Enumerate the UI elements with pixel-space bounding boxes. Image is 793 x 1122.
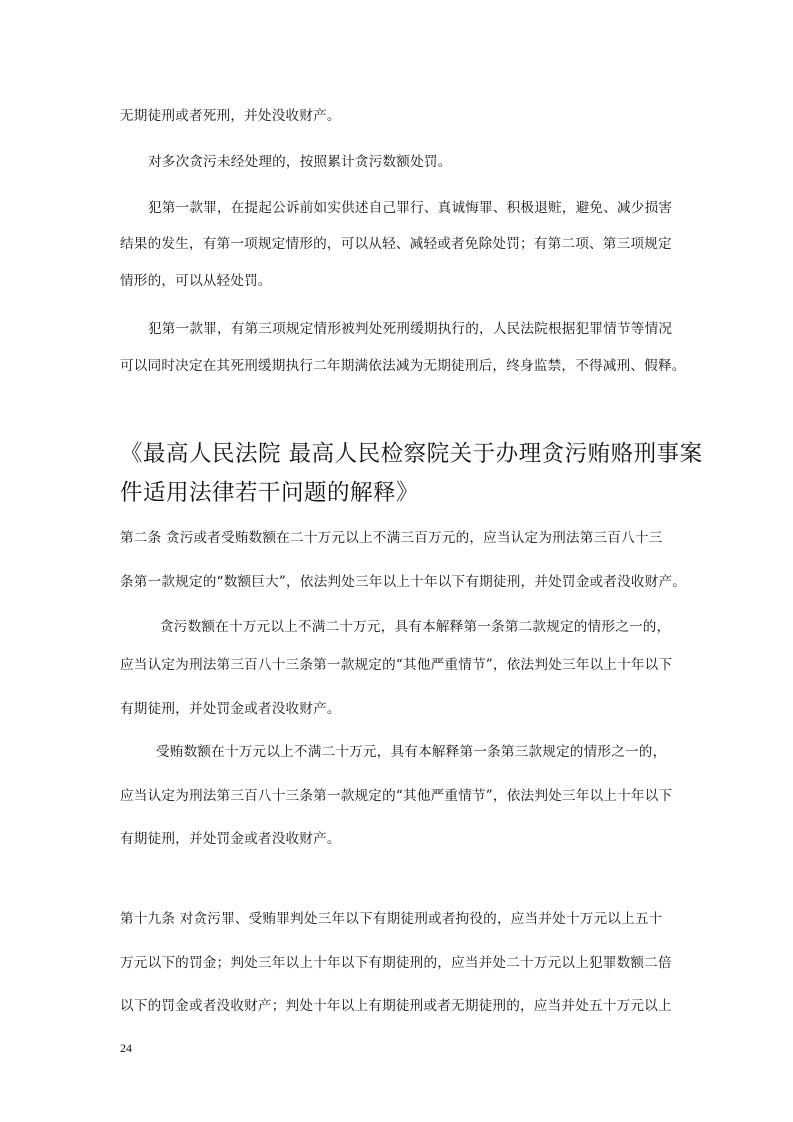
article-line: 应当认定为刑法第三百八十三条第一款规定的“其他严重情节”，依法判处三年以上十年以下	[120, 788, 673, 804]
article-line: 第二条 贪污或者受贿数额在二十万元以上不满三百万元的，应当认定为刑法第三百八十三	[120, 530, 663, 546]
article-line: 贪污数额在十万元以上不满二十万元，具有本解释第一条第二款规定的情形之一的，	[160, 619, 671, 635]
article-line: 有期徒刑，并处罚金或者没收财产。	[120, 701, 341, 717]
article-line: 受贿数额在十万元以上不满二十万元，具有本解释第一条第三款规定的情形之一的，	[156, 744, 667, 760]
article-line: 第十九条 对贪污罪、受贿罪判处三年以下有期徒刑或者拘役的，应当并处十万元以上五十	[120, 911, 663, 927]
paragraph-line: 可以同时决定在其死刑缓期执行二年期满依法减为无期徒刑后，终身监禁，不得减刑、假释。	[120, 358, 686, 374]
paragraph-line: 情形的，可以从轻处罚。	[120, 273, 272, 289]
paragraph-line: 犯第一款罪，在提起公诉前如实供述自己罪行、真诚悔罪、积极退赃，避免、减少损害	[148, 200, 673, 216]
paragraph-line: 无期徒刑或者死刑，并处没收财产。	[120, 108, 341, 124]
paragraph-line: 结果的发生，有第一项规定情形的，可以从轻、减轻或者免除处罚；有第二项、第三项规定	[120, 236, 672, 252]
article-line: 有期徒刑，并处罚金或者没收财产。	[120, 831, 341, 847]
section-heading-line: 件适用法律若干问题的解释》	[120, 480, 420, 506]
article-line: 条第一款规定的“数额巨大”，依法判处三年以上十年以下有期徒刑，并处罚金或者没收财产。	[120, 574, 687, 590]
article-line: 以下的罚金或者没收财产；判处十年以上有期徒刑或者无期徒刑的，应当并处五十万元以上	[120, 998, 672, 1014]
paragraph-line: 对多次贪污未经处理的，按照累计贪污数额处罚。	[148, 154, 452, 170]
section-heading-line: 《最高人民法院 最高人民检察院关于办理贪污贿赂刑事案	[120, 441, 703, 467]
article-line: 应当认定为刑法第三百八十三条第一款规定的“其他严重情节”，依法判处三年以上十年以下	[120, 657, 673, 673]
page-number: 24	[120, 1041, 132, 1055]
article-line: 万元以下的罚金；判处三年以上十年以下有期徒刑的，应当并处二十万元以上犯罪数额二倍	[120, 955, 672, 971]
paragraph-line: 犯第一款罪，有第三项规定情形被判处死刑缓期执行的，人民法院根据犯罪情节等情况	[148, 321, 673, 337]
